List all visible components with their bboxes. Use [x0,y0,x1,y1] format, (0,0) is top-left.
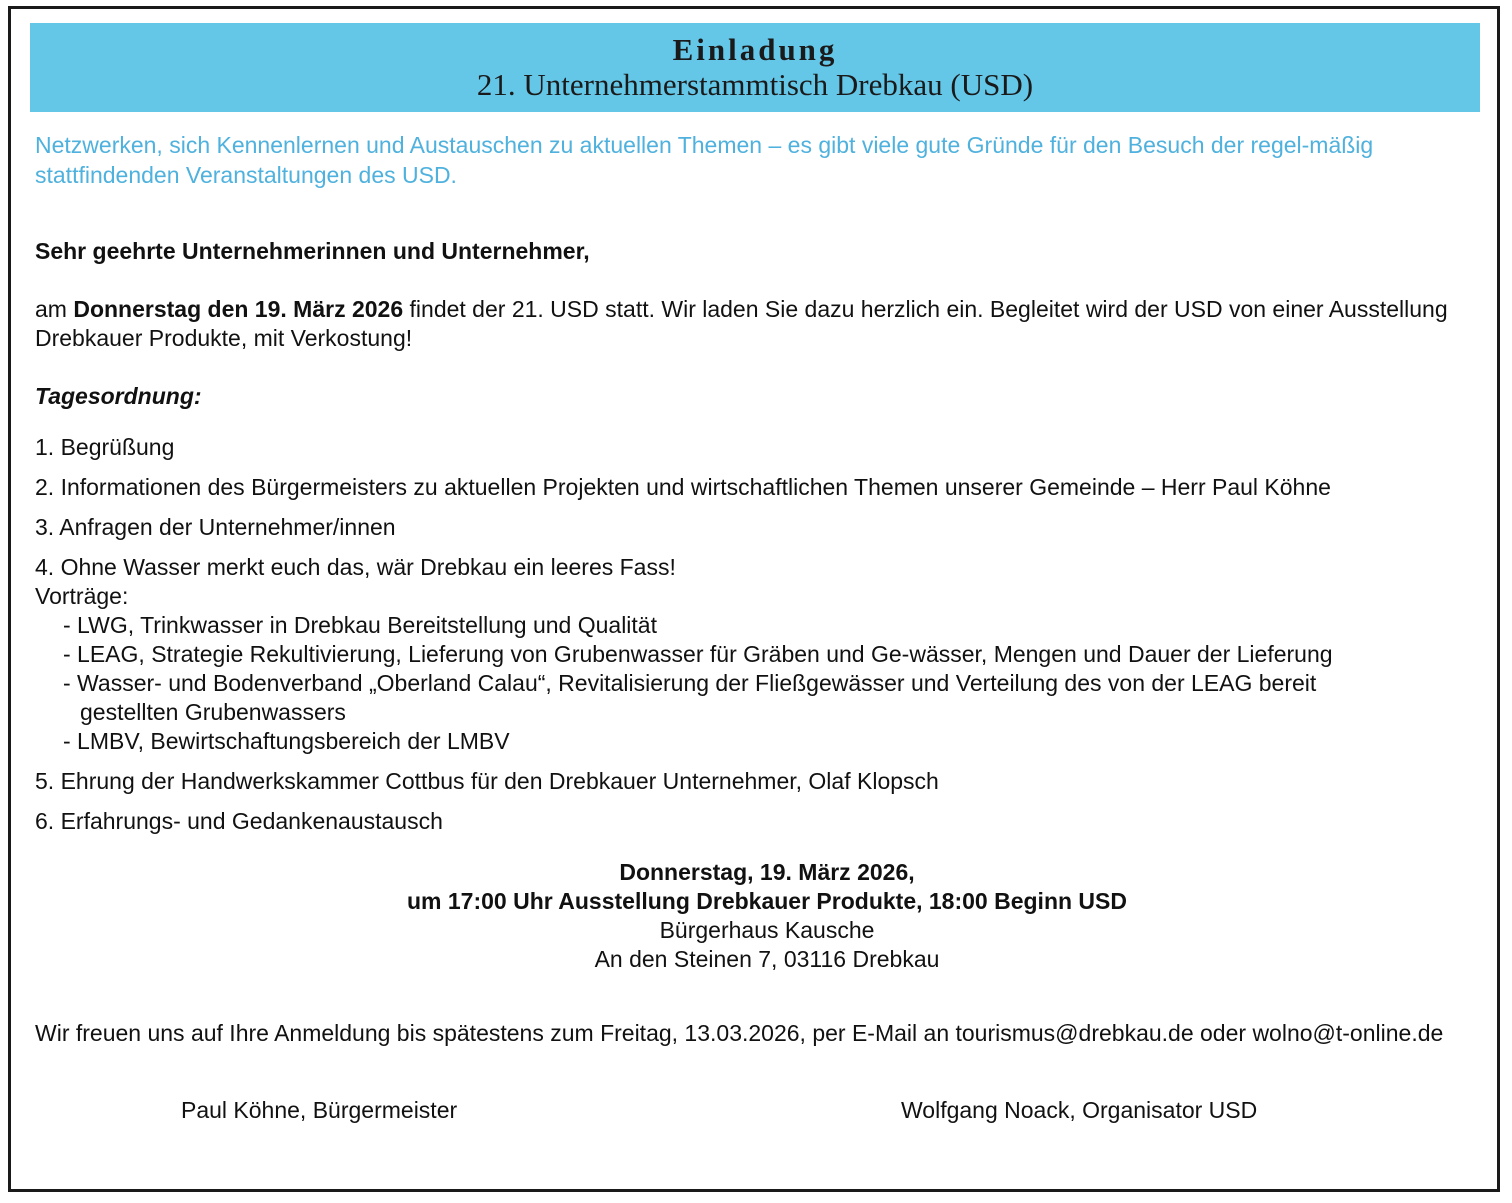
agenda-item: 6. Erfahrungs- und Gedankenaustausch [35,808,443,834]
lead-paragraph: Netzwerken, sich Kennenlernen und Austauschen zu aktuellen Themen – es gibt viele gute Gründe für den Besuch der regel-mäßig stattfindenden Veranstaltungen des USD. [35,132,1374,188]
agenda-item: 2. Informationen des Bürgermeisters zu aktuellen Projekten und wirtschaftlichen Themen unserer Gemeinde – Herr Paul Köhne [35,474,1331,500]
talk-item: - LMBV, Bewirtschaftungsbereich der LMBV [63,728,510,754]
agenda-list [35,433,1505,847]
event-date: Donnerstag, 19. März 2026, [619,859,915,885]
agenda-title: Tagesordnung: [35,383,202,409]
intro-date: Donnerstag den 19. März 2026 [73,296,404,322]
intro-after: findet der 21. USD statt. Wir laden Sie dazu herzlich ein. Begleitet wird der USD von einer Ausstellung Drebkauer Produkte, mit Verkostung! [35,296,1448,351]
intro-before: am [35,296,74,322]
agenda-item-4 [35,553,1505,756]
signature-organizer: Wolfgang Noack, Organisator USD [901,1097,1258,1123]
event-address: An den Steinen 7, 03116 Drebkau [594,946,940,972]
event-venue: Bürgerhaus Kausche [659,917,875,943]
intro-paragraph [35,295,1495,353]
event-details [11,858,1512,974]
agenda-item: 4. Ohne Wasser merkt euch das, wär Drebkau ein leeres Fass! [35,554,676,580]
rsvp-paragraph: Wir freuen uns auf Ihre Anmeldung bis spätestens zum Freitag, 13.03.2026, per E-Mail an tourismus@drebkau.de oder wolno@t-online.de [35,1020,1444,1046]
talks-list [35,611,1505,756]
header-title: Einladung [672,32,838,67]
document-frame [8,6,1500,1192]
talk-item: - LEAG, Strategie Rekultivierung, Lieferung von Grubenwasser für Gräben und Ge-wässer, Mengen und Dauer der Lieferung [63,641,1333,667]
talk-item: - Wasser- und Bodenverband „Oberland Calau“, Revitalisierung der Fließgewässer und Verteilung des von der LEAG bereit [63,670,1317,696]
event-times: um 17:00 Uhr Ausstellung Drebkauer Produkte, 18:00 Beginn USD [407,888,1127,914]
invitation-header [30,23,1480,112]
header-subtitle: 21. Unternehmerstammtisch Drebkau (USD) [476,67,1034,102]
talks-label: Vorträge: [35,583,129,609]
agenda-item: 5. Ehrung der Handwerkskammer Cottbus für den Drebkauer Unternehmer, Olaf Klopsch [35,768,939,794]
greeting: Sehr geehrte Unternehmerinnen und Unternehmer, [35,238,590,264]
signature-mayor: Paul Köhne, Bürgermeister [181,1097,458,1123]
agenda-item: 1. Begrüßung [35,434,175,460]
talk-item: - LWG, Trinkwasser in Drebkau Bereitstellung und Qualität [63,612,657,638]
talk-item-continuation: gestellten Grubenwassers [80,699,346,725]
agenda-item: 3. Anfragen der Unternehmer/innen [35,514,396,540]
